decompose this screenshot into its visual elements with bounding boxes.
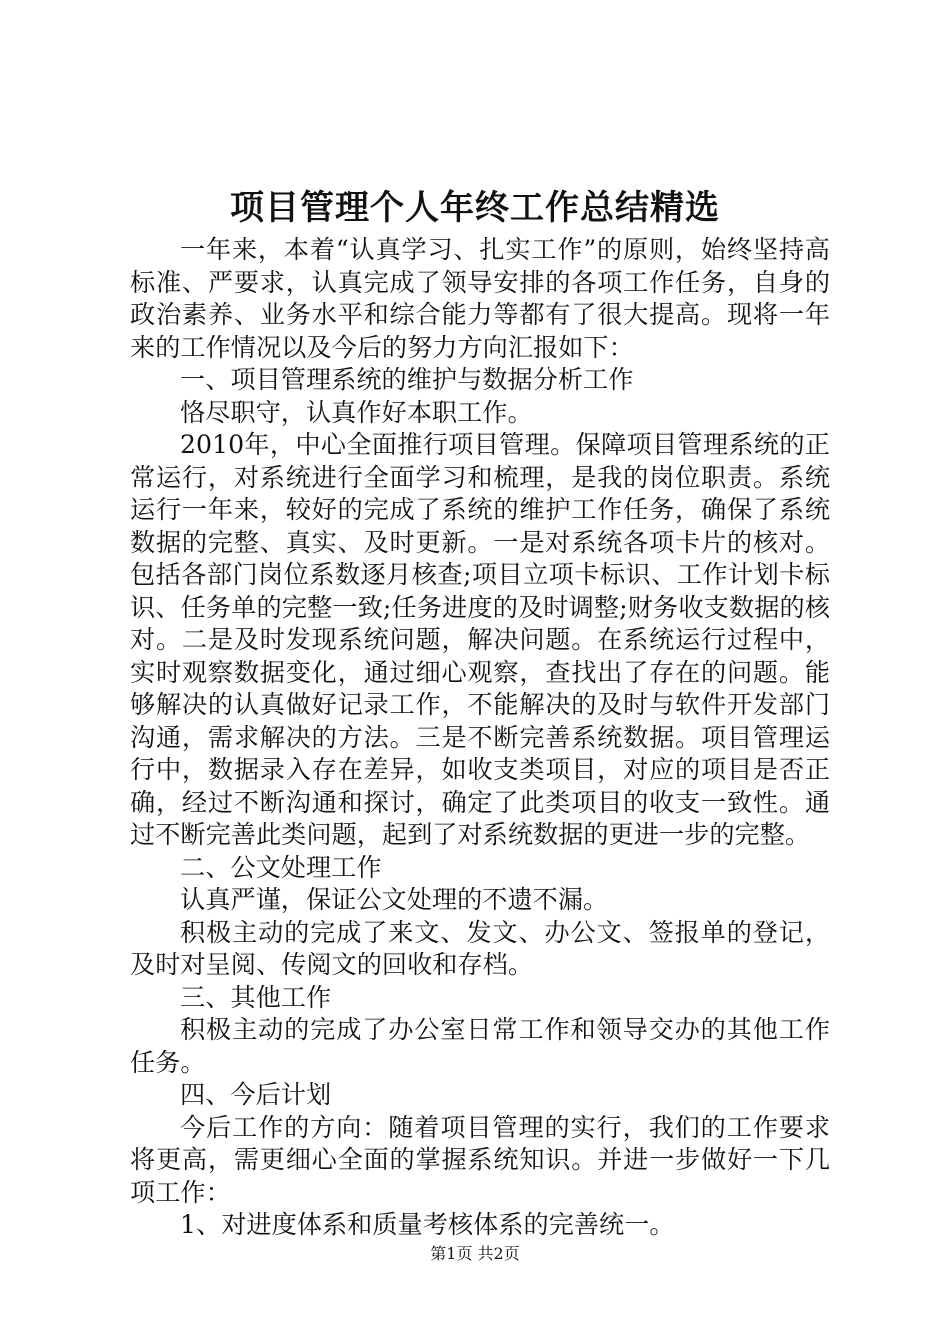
page-footer: 第1页 共2页 <box>430 1244 520 1263</box>
document-title: 项目管理个人年终工作总结精选 <box>230 188 720 228</box>
heading-section-4: 四、今后计划 <box>180 1080 332 1109</box>
paragraph-section-1-body: 2010年，中心全面推行项目管理。保障项目管理系统的正常运行，对系统进行全面学习和梳理，是我的岗位职责。系统运行一年来，较好的完成了系统的维护工作任务，确保了系统数据的完整、真实、及时更新。一是对系统各项卡片的核对。包括各部门岗位系数逐月核查;项目立项卡标识、工作计划卡标识、任务单的完整一致;任务进度的及时调整;财务收支数据的核对。二是及时发现系统问题，解决问题。在系统运行过程中，实时观察数据变化，通过细心观察，查找出了存在的问题。能够解决的认真做好记录工作，不能解决的及时与软件开发部门沟通，需求解决的方法。三是不断完善系统数据。项目管理运行中，数据录入存在差异，如收支类项目，对应的项目是否正确，经过不断沟通和探讨，确定了此类项目的收支一致性。通过不断完善此类问题，起到了对系统数据的更进一步的完整。 <box>130 430 830 849</box>
paragraph-section-4-body: 今后工作的方向：随着项目管理的实行，我们的工作要求将更高，需更细心全面的掌握系统知识。并进一步做好一下几项工作： <box>130 1112 830 1207</box>
heading-section-2: 二、公文处理工作 <box>180 852 382 882</box>
list-item-1: 1、对进度体系和质量考核体系的完善统一。 <box>180 1210 675 1239</box>
heading-section-3: 三、其他工作 <box>180 982 332 1012</box>
paragraph-intro: 一年来，本着“认真学习、扎实工作”的原则，始终坚持高标准、严要求，认真完成了领导安排的各项工作任务，自身的政治素养、业务水平和综合能力等都有了很大提高。现将一年来的工作情况以及今后的努力方向汇报如下： <box>130 235 830 362</box>
paragraph-section-3-body: 积极主动的完成了办公室日常工作和领导交办的其他工作任务。 <box>130 1015 830 1077</box>
heading-section-1: 一、项目管理系统的维护与数据分析工作 <box>180 365 634 394</box>
paragraph-section-1-lead: 恪尽职守，认真作好本职工作。 <box>180 397 533 427</box>
paragraph-section-2-lead: 认真严谨，保证公文处理的不遗不漏。 <box>180 885 609 914</box>
paragraph-section-2-body: 积极主动的完成了来文、发文、办公文、签报单的登记，及时对呈阅、传阅文的回收和存档。 <box>130 917 830 979</box>
document-body <box>130 234 830 1242</box>
